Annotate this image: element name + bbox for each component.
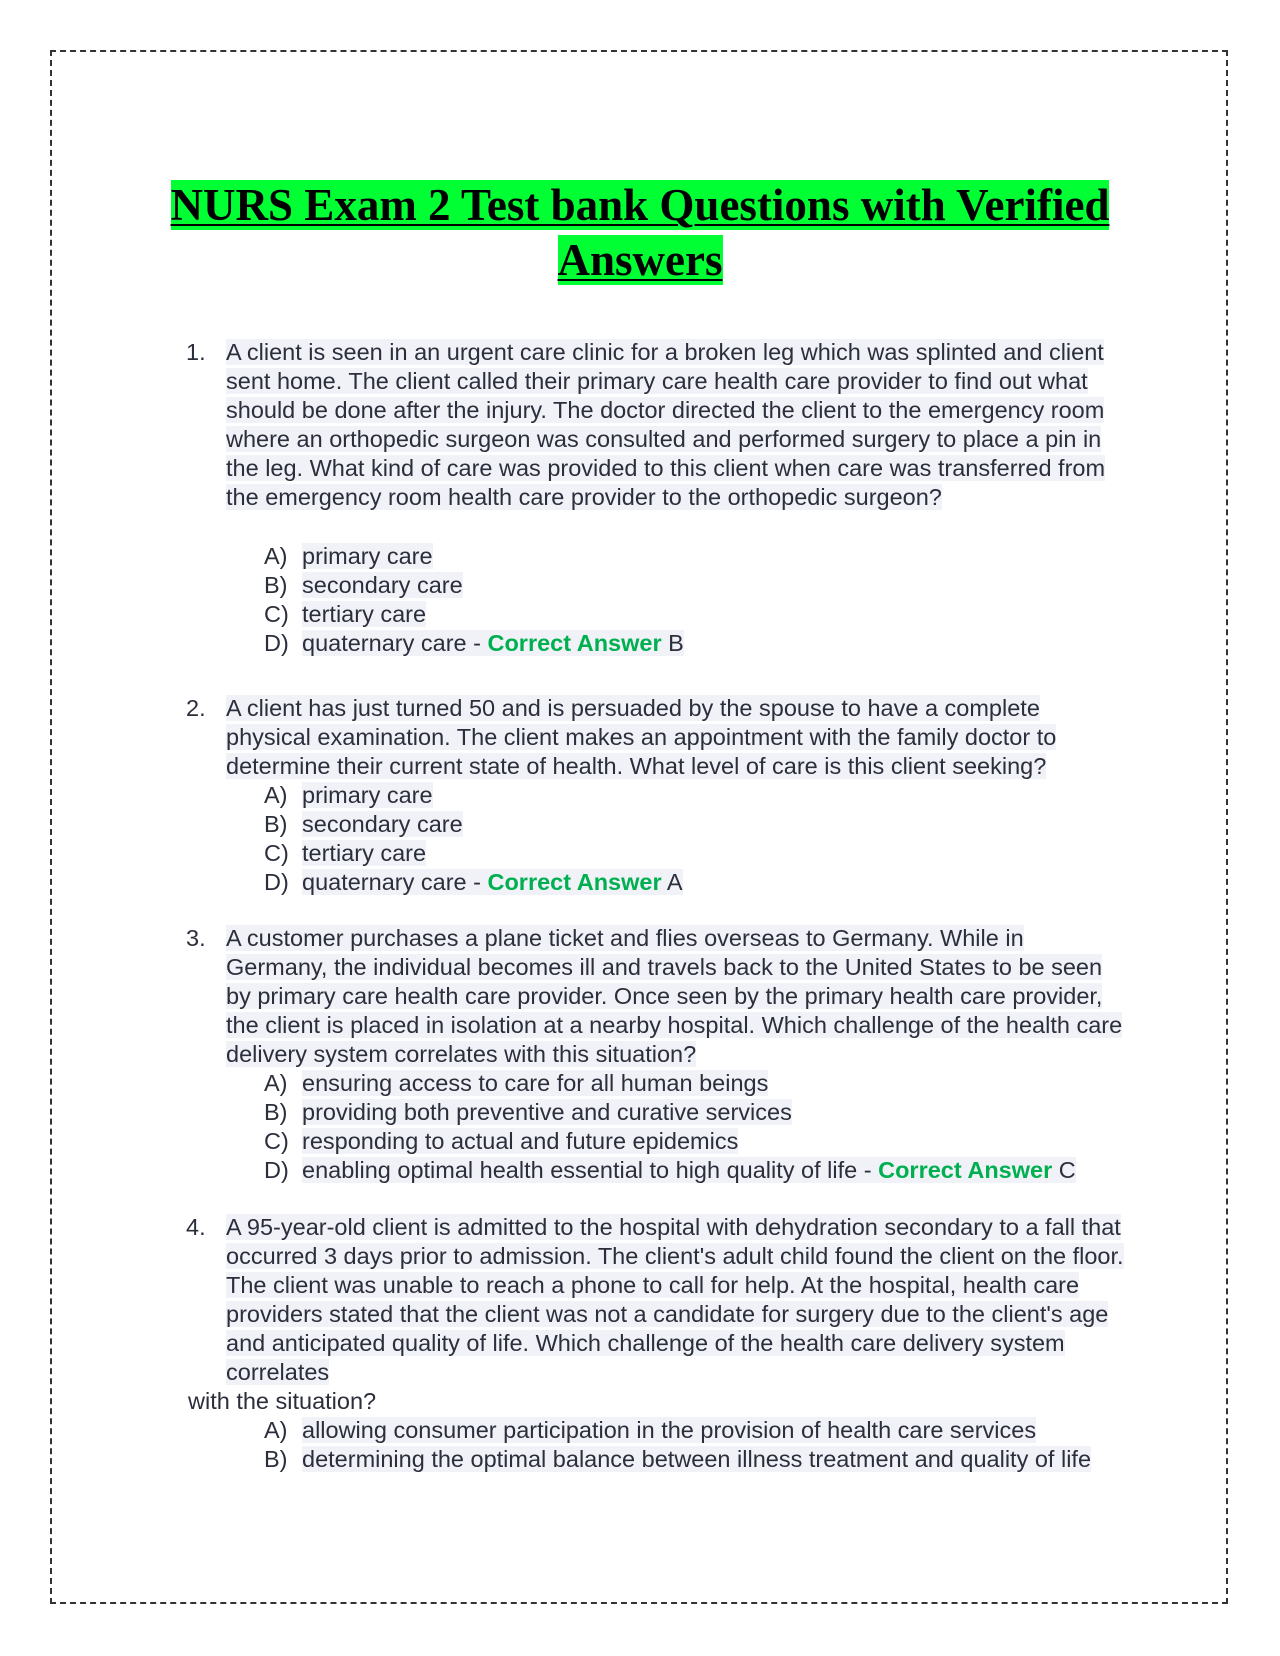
option-letter: D): [264, 630, 289, 656]
question-stem: [226, 924, 1126, 1069]
correct-answer-label: Correct Answer: [487, 630, 662, 656]
title-line-2: Answers: [557, 235, 723, 285]
option-text: determining the optimal balance between illness treatment and quality of life: [302, 1446, 1092, 1472]
option-letter: A): [264, 782, 288, 808]
question-number: 2.: [186, 695, 206, 721]
option-letter: A): [264, 543, 288, 569]
option-text: providing both preventive and curative services: [302, 1099, 792, 1125]
question-stem-continuation: with the situation?: [188, 1388, 377, 1414]
question-stem-text: A 95-year-old client is admitted to the hospital with dehydration secondary to a fall that occurred 3 days prior to admission. The client's adult child found the client on the floor. The client was unable to reach a phone to call for help. At the hospital, health care providers stated that the client was not a candidate for surgery due to the client's age and anticipated quality of life. Which challenge of the health care delivery system correlates: [226, 1214, 1124, 1385]
option-letter: A): [264, 1070, 288, 1096]
question-number: 4.: [186, 1214, 206, 1240]
correct-answer-label: Correct Answer: [487, 869, 662, 895]
option-text: responding to actual and future epidemics: [302, 1128, 739, 1154]
option-letter: C): [264, 840, 289, 866]
correct-answer-label: Correct Answer: [878, 1157, 1053, 1183]
option-text: tertiary care: [302, 601, 427, 627]
option-letter: C): [264, 1128, 289, 1154]
option-letter: B): [264, 572, 288, 598]
question-stem-text: A client is seen in an urgent care clinic for a broken leg which was splinted and client sent home. The client called their primary care health care provider to find out what should be done after the injury. The doctor directed the client to the emergency room where an orthopedic surgeon was consulted and performed surgery to place a pin in the leg. What kind of care was provided to this client when care was transferred from the emergency room health care provider to the orthopedic surgeon?: [226, 339, 1106, 510]
title-line-1: NURS Exam 2 Test bank Questions with Verified: [170, 180, 1110, 230]
correct-answer-value: C: [1058, 1157, 1076, 1183]
option-text: secondary care: [302, 811, 463, 837]
option-text: primary care: [302, 782, 433, 808]
correct-answer-value: B: [668, 630, 684, 656]
question-stem: [226, 1213, 1126, 1387]
page-title: [150, 178, 1130, 288]
option-letter: D): [264, 1157, 289, 1183]
question-number: 3.: [186, 925, 206, 951]
option-text: quaternary care - Correct Answer B: [302, 630, 684, 656]
option-letter: D): [264, 869, 289, 895]
option-text: primary care: [302, 543, 433, 569]
question-number: 1.: [186, 339, 206, 365]
option-text: allowing consumer participation in the provision of health care services: [302, 1417, 1037, 1443]
option-letter: C): [264, 601, 289, 627]
question-stem: [226, 694, 1126, 781]
question-stem: [226, 338, 1126, 512]
option-text: quaternary care - Correct Answer A: [302, 869, 683, 895]
option-text: enabling optimal health essential to high quality of life - Correct Answer C: [302, 1157, 1076, 1183]
option-letter: B): [264, 1099, 288, 1125]
option-letter: A): [264, 1417, 288, 1443]
option-text: ensuring access to care for all human beings: [302, 1070, 769, 1096]
option-text: tertiary care: [302, 840, 427, 866]
question-stem-text: A client has just turned 50 and is persuaded by the spouse to have a complete physical examination. The client makes an appointment with the family doctor to determine their current state of health. What level of care is this client seeking?: [226, 695, 1057, 779]
option-letter: B): [264, 811, 288, 837]
option-letter: B): [264, 1446, 288, 1472]
option-text: secondary care: [302, 572, 463, 598]
correct-answer-value: A: [666, 869, 683, 895]
question-stem-text: A customer purchases a plane ticket and flies overseas to Germany. While in Germany, the individual becomes ill and travels back to the United States to be seen by primary care health care provider. Once seen by the primary health care provider, the client is placed in isolation at a nearby hospital. Which challenge of the health care delivery system correlates with this situation?: [226, 925, 1123, 1067]
